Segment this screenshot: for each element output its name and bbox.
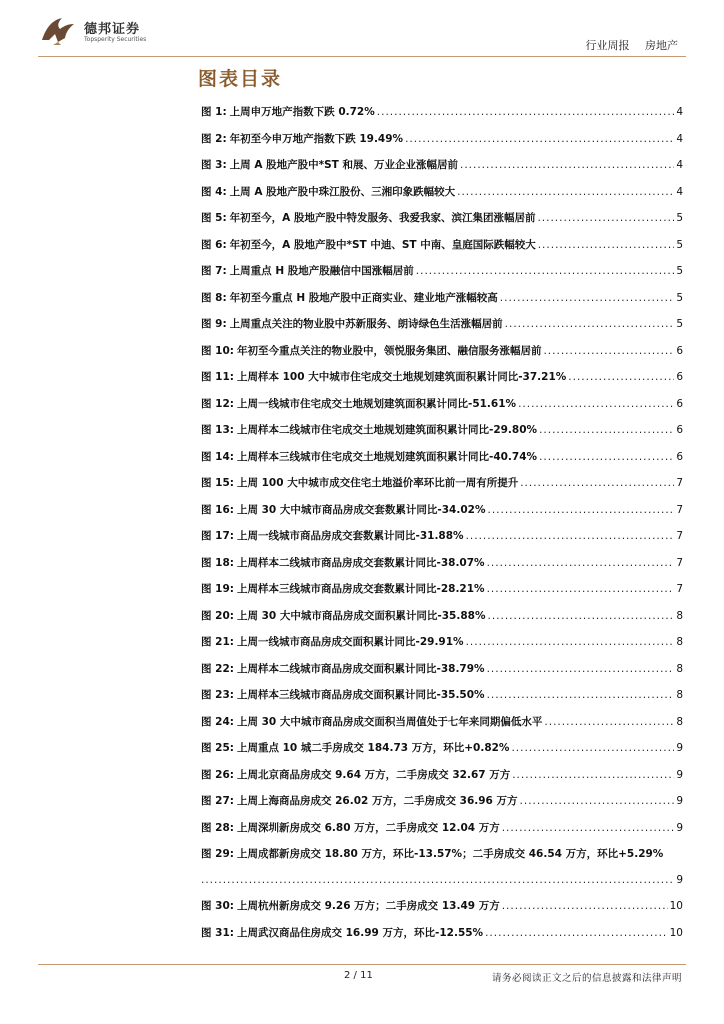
toc-page-number: 7 bbox=[676, 556, 683, 569]
figure-caption: 上周重点关注的物业股中苏新服务、朗诗绿色生活涨幅居前 bbox=[229, 318, 503, 330]
figure-number: 图 7: bbox=[201, 265, 227, 277]
toc-entry[interactable] bbox=[201, 476, 683, 503]
toc-page-number: 9 bbox=[676, 742, 683, 754]
toc-page-number: 8 bbox=[676, 662, 683, 675]
figure-caption: 年初至今，A 股地产股中特发服务、我爱我家、滨江集团涨幅居前 bbox=[229, 212, 536, 224]
dot-leader bbox=[520, 476, 674, 490]
figure-caption: 年初至今重点 H 股地产股中正商实业、建业地产涨幅较高 bbox=[229, 291, 498, 304]
figure-number: 图 6: bbox=[201, 238, 227, 251]
toc-entry[interactable] bbox=[201, 185, 683, 212]
dot-leader bbox=[543, 344, 674, 358]
dot-leader bbox=[487, 556, 675, 570]
toc-entry[interactable] bbox=[201, 582, 683, 609]
figure-caption: 上周 30 大中城市商品房成交面积累计同比-35.88% bbox=[236, 609, 486, 622]
toc-entry[interactable] bbox=[201, 211, 683, 238]
dot-leader bbox=[511, 741, 674, 755]
toc-page-number: 8 bbox=[676, 689, 683, 701]
toc-page-number: 8 bbox=[676, 636, 683, 648]
toc-page-number: 6 bbox=[676, 424, 683, 436]
company-subtitle: Topsperity Securities bbox=[84, 36, 147, 43]
figure-number: 图 25: bbox=[201, 742, 234, 754]
toc-entry[interactable] bbox=[201, 529, 683, 556]
toc-page-number: 6 bbox=[676, 344, 683, 357]
toc-entry-label bbox=[201, 476, 518, 490]
figure-caption: 上周样本二线城市住宅成交土地规划建筑面积累计同比-29.80% bbox=[236, 424, 538, 436]
figure-caption: 上周 A 股地产股中*ST 和展、万业企业涨幅居前 bbox=[229, 159, 458, 171]
toc-page-number: 5 bbox=[676, 318, 683, 330]
figure-number: 图 26: bbox=[201, 768, 234, 781]
figure-caption: 上周样本三线城市住宅成交土地规划建筑面积累计同比-40.74% bbox=[236, 450, 538, 463]
dot-leader bbox=[544, 715, 674, 729]
figure-caption: 上周一线城市商品房成交套数累计同比-31.88% bbox=[236, 530, 464, 542]
figure-number: 图 5: bbox=[201, 212, 227, 224]
figure-number: 图 11: bbox=[201, 371, 234, 383]
toc-entry[interactable] bbox=[201, 105, 683, 132]
header-divider bbox=[38, 56, 686, 57]
toc-entry[interactable] bbox=[201, 397, 683, 424]
toc-entry[interactable] bbox=[201, 609, 683, 636]
toc-entry[interactable] bbox=[201, 556, 683, 583]
dot-leader bbox=[416, 264, 675, 278]
toc-page-number: 4 bbox=[676, 185, 683, 198]
dot-leader bbox=[377, 105, 675, 119]
toc-entry[interactable] bbox=[201, 715, 683, 742]
toc-entry-label bbox=[201, 291, 498, 305]
figure-number: 图 24: bbox=[201, 715, 234, 728]
figure-caption: 上周样本三线城市商品房成交套数累计同比-28.21% bbox=[236, 583, 485, 595]
dot-leader bbox=[201, 873, 674, 899]
toc-entry-label bbox=[201, 264, 414, 278]
figure-caption: 上周 A 股地产股中珠江股份、三湘印象跌幅较大 bbox=[229, 185, 456, 198]
toc-entry-label bbox=[201, 847, 683, 873]
toc-entry[interactable] bbox=[201, 264, 683, 291]
dot-leader bbox=[502, 821, 675, 835]
toc-entry[interactable] bbox=[201, 847, 683, 899]
dot-leader bbox=[487, 503, 674, 517]
toc-entry-label bbox=[201, 582, 485, 596]
figure-number: 图 10: bbox=[201, 344, 234, 357]
toc-page-number: 8 bbox=[676, 715, 683, 728]
figure-number: 图 4: bbox=[201, 185, 227, 198]
toc-page-number: 9 bbox=[676, 768, 683, 781]
figure-caption: 上周一线城市商品房成交面积累计同比-29.91% bbox=[236, 636, 464, 648]
toc-entry-label bbox=[201, 821, 500, 835]
figure-number: 图 1: bbox=[201, 106, 227, 118]
toc-entry[interactable] bbox=[201, 450, 683, 477]
toc-entry[interactable] bbox=[201, 662, 683, 689]
figure-number: 图 23: bbox=[201, 689, 234, 701]
company-logo bbox=[38, 14, 168, 48]
figure-caption: 上周样本二线城市商品房成交面积累计同比-38.79% bbox=[236, 662, 485, 675]
dot-leader bbox=[487, 688, 675, 702]
company-logo-mark-icon bbox=[38, 14, 78, 46]
toc-entry[interactable] bbox=[201, 238, 683, 265]
toc-page-number: 8 bbox=[676, 609, 683, 622]
figure-number: 图 8: bbox=[201, 291, 227, 304]
dot-leader bbox=[487, 609, 674, 623]
toc-page-number: 9 bbox=[676, 874, 683, 886]
figure-caption: 上周重点 H 股地产股融信中国涨幅居前 bbox=[229, 265, 414, 277]
toc-entry-label bbox=[201, 185, 455, 199]
figure-number: 图 9: bbox=[201, 318, 227, 330]
toc-entry-label bbox=[201, 450, 537, 464]
toc-entry-label bbox=[201, 503, 485, 517]
toc-entry[interactable] bbox=[201, 688, 683, 715]
toc-entry-label bbox=[201, 926, 483, 940]
dot-leader bbox=[487, 662, 675, 676]
page-number: 2 / 11 bbox=[344, 970, 373, 981]
figure-caption: 上周重点 10 城二手房成交 184.73 万方，环比+0.82% bbox=[236, 742, 510, 754]
dot-leader bbox=[568, 370, 674, 384]
toc-entry-label bbox=[201, 529, 464, 543]
toc-page-number: 4 bbox=[676, 159, 683, 171]
toc-entry-label bbox=[201, 397, 516, 411]
dot-leader bbox=[512, 768, 674, 782]
dot-leader bbox=[485, 926, 668, 940]
toc-page-number: 4 bbox=[676, 106, 683, 118]
toc-entry-label bbox=[201, 635, 464, 649]
figure-caption: 年初至今申万地产指数下跌 19.49% bbox=[229, 132, 404, 145]
toc-page-number: 7 bbox=[676, 583, 683, 595]
toc-page-number: 6 bbox=[676, 397, 683, 410]
figure-number: 图 18: bbox=[201, 556, 234, 569]
figure-caption: 上周成都新房成交 18.80 万方，环比-13.57%；二手房成交 46.54 万方，环比+5.29% bbox=[236, 848, 664, 860]
toc-list bbox=[201, 105, 683, 952]
toc-title: 图表目录 bbox=[198, 68, 283, 90]
dot-leader bbox=[505, 317, 675, 331]
toc-page-number: 6 bbox=[676, 371, 683, 383]
toc-entry-label bbox=[201, 768, 510, 782]
toc-entry-label bbox=[201, 317, 503, 331]
figure-number: 图 22: bbox=[201, 662, 234, 675]
toc-page-number: 10 bbox=[669, 900, 683, 912]
figure-caption: 上周样本 100 大中城市住宅成交土地规划建筑面积累计同比-37.21% bbox=[236, 371, 567, 383]
toc-entry[interactable] bbox=[201, 926, 683, 953]
figure-number: 图 3: bbox=[201, 159, 227, 171]
toc-entry-label bbox=[201, 609, 485, 623]
toc-page-number: 4 bbox=[676, 132, 683, 145]
figure-number: 图 16: bbox=[201, 503, 234, 516]
toc-entry[interactable] bbox=[201, 291, 683, 318]
dot-leader bbox=[466, 635, 675, 649]
dot-leader bbox=[502, 899, 668, 913]
figure-number: 图 12: bbox=[201, 397, 234, 410]
figure-number: 图 20: bbox=[201, 609, 234, 622]
figure-number: 图 28: bbox=[201, 821, 234, 834]
company-name: 德邦证券 bbox=[84, 22, 141, 37]
toc-entry-label bbox=[201, 370, 566, 384]
dot-leader bbox=[466, 529, 675, 543]
report-type: 行业周报 bbox=[585, 39, 630, 52]
toc-page-number: 5 bbox=[676, 212, 683, 224]
dot-leader bbox=[487, 582, 675, 596]
toc-entry[interactable] bbox=[201, 344, 683, 371]
toc-page-number: 5 bbox=[676, 265, 683, 277]
figure-caption: 上周一线城市住宅成交土地规划建筑面积累计同比-51.61% bbox=[236, 397, 517, 410]
dot-leader bbox=[539, 423, 674, 437]
toc-entry[interactable] bbox=[201, 768, 683, 795]
figure-number: 图 30: bbox=[201, 900, 234, 912]
toc-entry[interactable] bbox=[201, 821, 683, 848]
figure-caption: 上周杭州新房成交 9.26 万方；二手房成交 13.49 万方 bbox=[236, 900, 500, 912]
figure-caption: 上周 30 大中城市商品房成交套数累计同比-34.02% bbox=[236, 503, 486, 516]
figure-caption: 上周 30 大中城市商品房成交面积当周值处于七年来同期偏低水平 bbox=[236, 715, 543, 728]
toc-page-number: 7 bbox=[676, 503, 683, 516]
figure-number: 图 21: bbox=[201, 636, 234, 648]
toc-entry-label bbox=[201, 344, 541, 358]
toc-entry-label bbox=[201, 423, 537, 437]
figure-caption: 上周深圳新房成交 6.80 万方，二手房成交 12.04 万方 bbox=[236, 821, 500, 834]
figure-caption: 上周上海商品房成交 26.02 万方，二手房成交 36.96 万方 bbox=[236, 795, 518, 807]
footer-divider bbox=[38, 964, 686, 965]
toc-entry[interactable] bbox=[201, 503, 683, 530]
toc-entry-label bbox=[201, 211, 535, 225]
toc-entry-label bbox=[201, 132, 403, 146]
toc-entry-label bbox=[201, 105, 375, 119]
toc-entry-label bbox=[201, 715, 542, 729]
figure-caption: 上周样本三线城市商品房成交面积累计同比-35.50% bbox=[236, 689, 485, 701]
toc-entry-label bbox=[201, 238, 536, 252]
toc-page-number: 9 bbox=[676, 795, 683, 807]
toc-entry-label bbox=[201, 688, 485, 702]
toc-page-number: 7 bbox=[676, 477, 683, 489]
figure-number: 图 14: bbox=[201, 450, 234, 463]
toc-entry[interactable] bbox=[201, 794, 683, 821]
toc-entry[interactable] bbox=[201, 899, 683, 926]
figure-number: 图 15: bbox=[201, 477, 234, 489]
toc-page-number: 7 bbox=[676, 530, 683, 542]
toc-entry-label bbox=[201, 662, 485, 676]
figure-number: 图 29: bbox=[201, 848, 234, 860]
dot-leader bbox=[518, 397, 674, 411]
toc-entry[interactable] bbox=[201, 741, 683, 768]
dot-leader bbox=[405, 132, 674, 146]
toc-entry[interactable] bbox=[201, 635, 683, 662]
report-header-info bbox=[586, 37, 679, 53]
figure-caption: 上周武汉商品住房成交 16.99 万方，环比-12.55% bbox=[236, 926, 484, 939]
dot-leader bbox=[537, 211, 674, 225]
figure-number: 图 17: bbox=[201, 530, 234, 542]
figure-caption: 上周样本二线城市商品房成交套数累计同比-38.07% bbox=[236, 556, 485, 569]
dot-leader bbox=[500, 291, 675, 305]
figure-number: 图 27: bbox=[201, 795, 234, 807]
dot-leader bbox=[460, 158, 674, 172]
figure-number: 图 31: bbox=[201, 926, 234, 939]
toc-entry-label bbox=[201, 741, 509, 755]
toc-entry[interactable] bbox=[201, 132, 683, 159]
toc-page-number: 5 bbox=[676, 238, 683, 251]
toc-entry[interactable] bbox=[201, 370, 683, 397]
toc-entry-label bbox=[201, 158, 458, 172]
toc-entry-label bbox=[201, 899, 500, 913]
figure-caption: 上周北京商品房成交 9.64 万方，二手房成交 32.67 万方 bbox=[236, 768, 511, 781]
dot-leader bbox=[520, 794, 675, 808]
figure-caption: 上周 100 大中城市成交住宅土地溢价率环比前一周有所提升 bbox=[236, 477, 519, 489]
toc-page-number: 10 bbox=[669, 926, 683, 939]
toc-entry-label bbox=[201, 794, 518, 808]
figure-number: 图 13: bbox=[201, 424, 234, 436]
toc-entry[interactable] bbox=[201, 317, 683, 344]
figure-caption: 年初至今，A 股地产股中*ST 中迪、ST 中南、皇庭国际跌幅较大 bbox=[229, 238, 536, 251]
dot-leader bbox=[539, 450, 674, 464]
toc-entry[interactable] bbox=[201, 158, 683, 185]
dot-leader bbox=[457, 185, 674, 199]
toc-page-number: 5 bbox=[676, 291, 683, 304]
toc-entry-label bbox=[201, 556, 485, 570]
figure-number: 图 2: bbox=[201, 132, 227, 145]
disclaimer-note: 请务必阅读正文之后的信息披露和法律声明 bbox=[491, 973, 682, 984]
figure-number: 图 19: bbox=[201, 583, 234, 595]
figure-caption: 上周申万地产指数下跌 0.72% bbox=[229, 106, 375, 118]
toc-page-number: 6 bbox=[676, 450, 683, 463]
figure-caption: 年初至今重点关注的物业股中，领悦服务集团、融信服务涨幅居前 bbox=[236, 344, 542, 357]
toc-page-number: 9 bbox=[676, 821, 683, 834]
report-sector: 房地产 bbox=[645, 39, 678, 52]
dot-leader bbox=[538, 238, 675, 252]
toc-entry[interactable] bbox=[201, 423, 683, 450]
